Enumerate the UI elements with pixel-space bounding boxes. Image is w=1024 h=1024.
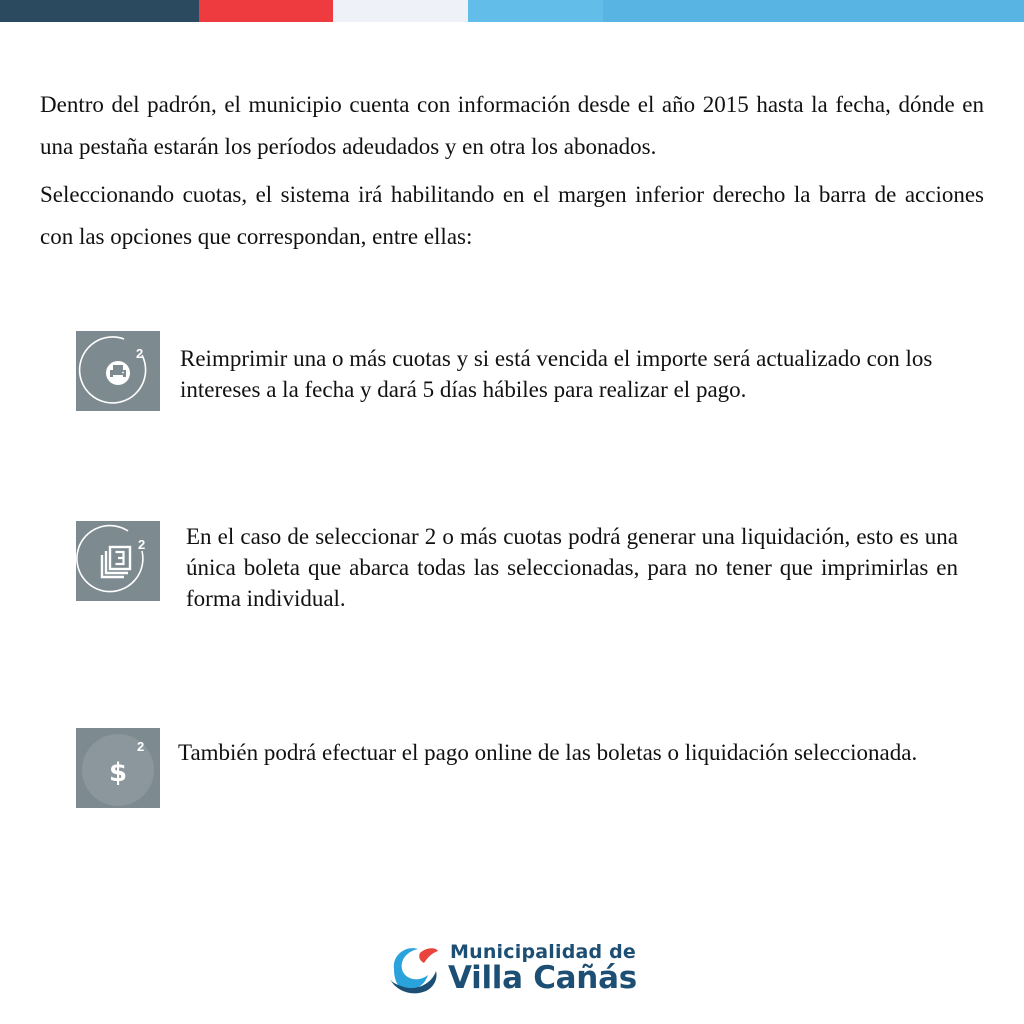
feature-reprint bbox=[76, 331, 990, 411]
municipality-logo bbox=[386, 939, 646, 999]
intro-text bbox=[40, 84, 984, 258]
logo-wave-icon bbox=[386, 943, 440, 997]
logo-text-line2: Villa Cañás bbox=[448, 960, 637, 996]
dollar-icon bbox=[76, 728, 160, 808]
stripe-segment-navy bbox=[0, 0, 199, 22]
reprint-description: Reimprimir una o más cuotas y si está vencida el importe será actualizado con los intereses a la fecha y dará 5 días hábiles para realizar el pago. bbox=[180, 346, 933, 402]
logo-text-line1: Municipalidad de bbox=[450, 941, 637, 963]
liquidation-description: En el caso de seleccionar 2 o más cuotas podrá generar una liquidación, esto es una única boleta que abarca todas las seleccionadas, para no tener que imprimirlas en forma individual. bbox=[186, 524, 958, 611]
liquidation-count-badge: 2 bbox=[138, 537, 146, 552]
reprint-action-tile bbox=[76, 331, 160, 411]
reprint-count-badge: 2 bbox=[136, 346, 144, 361]
payment-count-badge: 2 bbox=[137, 739, 145, 754]
intro-paragraph-1: Dentro del padrón, el municipio cuenta con información desde el año 2015 hasta la fecha, dónde en una pestaña estarán los períodos adeudados y en otra los abonados. bbox=[40, 92, 984, 159]
top-color-stripe bbox=[0, 0, 1024, 22]
stripe-segment-white bbox=[333, 0, 468, 22]
liquidation-action-tile bbox=[76, 521, 160, 601]
feature-liquidation bbox=[76, 521, 958, 614]
stripe-segment-red bbox=[199, 0, 333, 22]
payment-description: También podrá efectuar el pago online de las boletas o liquidación seleccionada. bbox=[178, 740, 918, 765]
feature-online-payment bbox=[76, 728, 948, 808]
payment-action-tile bbox=[76, 728, 160, 808]
stripe-segment-light-blue bbox=[468, 0, 603, 22]
liquidation-icon bbox=[76, 521, 160, 601]
svg-text:$: $ bbox=[108, 758, 128, 788]
stripe-segment-blue bbox=[603, 0, 1024, 22]
print-icon bbox=[76, 331, 160, 411]
intro-paragraph-2: Seleccionando cuotas, el sistema irá habilitando en el margen inferior derecho la barra de acciones con las opciones que correspondan, entre ellas: bbox=[40, 182, 984, 249]
